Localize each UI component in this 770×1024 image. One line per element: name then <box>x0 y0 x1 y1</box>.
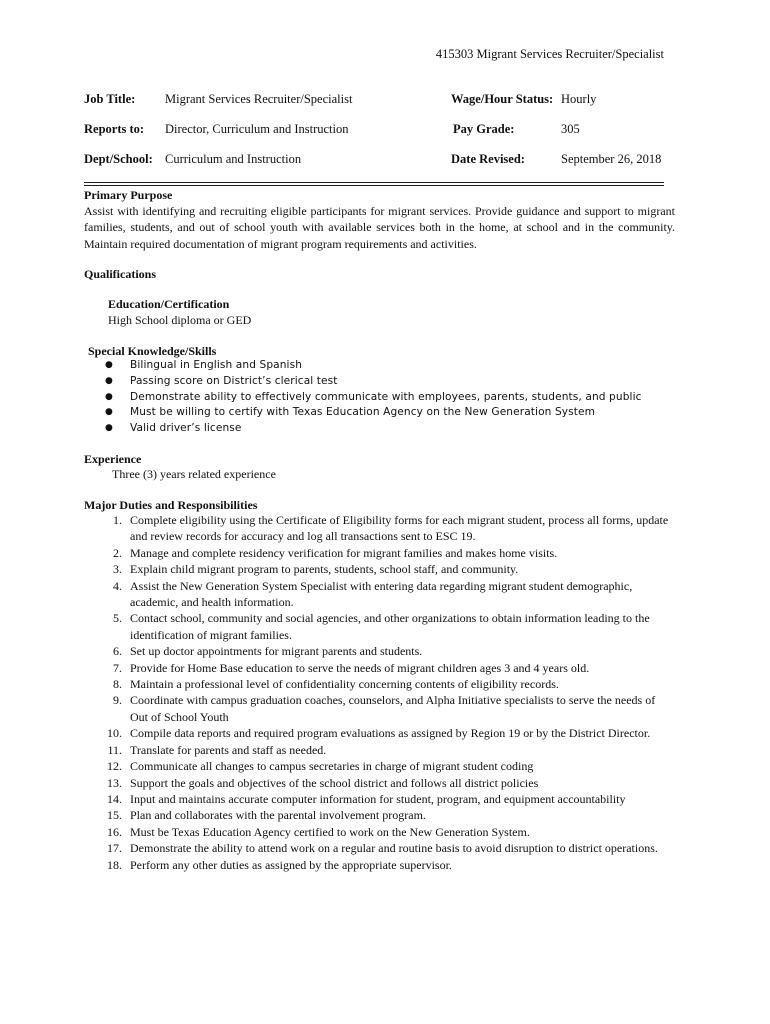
skill-text: Passing score on District’s clerical test <box>130 374 338 387</box>
bullet-icon: ● <box>105 360 113 370</box>
header-divider-top <box>84 182 664 183</box>
duty-number: 16. <box>107 824 122 839</box>
duty-number: 12. <box>107 759 122 774</box>
skill-text: Demonstrate ability to effectively communicate with employees, parents, students, and public <box>130 390 642 403</box>
skill-item <box>90 374 642 390</box>
wage-status-value: Hourly <box>561 92 597 106</box>
duty-item <box>96 561 676 577</box>
duty-item <box>96 692 676 725</box>
duty-item <box>96 840 676 856</box>
duty-item <box>96 775 676 791</box>
education-text: High School diploma or GED <box>108 313 252 327</box>
duty-text: Perform any other duties as assigned by the appropriate supervisor. <box>130 857 452 872</box>
duty-number: 10. <box>107 726 122 741</box>
duty-text: Manage and complete residency verification for migrant families and makes home visits. <box>130 545 558 560</box>
duty-number: 1. <box>113 513 122 527</box>
duty-number: 7. <box>113 660 122 675</box>
skill-item <box>90 405 642 421</box>
experience-heading: Experience <box>84 452 142 466</box>
duties-heading: Major Duties and Responsibilities <box>84 498 258 512</box>
duty-text: Must be Texas Education Agency certified to work on the New Generation System. <box>130 824 530 839</box>
duty-text: Contact school, community and social agencies, and other organizations to obtain information leading to the identification of migrant families. <box>130 611 650 642</box>
duty-text: Communicate all changes to campus secretaries in charge of migrant student coding <box>130 759 534 774</box>
duty-text: Plan and collaborates with the parental involvement program. <box>130 808 426 823</box>
skills-heading: Special Knowledge/Skills <box>88 344 217 358</box>
date-revised-value: September 26, 2018 <box>561 152 662 166</box>
duty-text: Support the goals and objectives of the school district and follows all district policies <box>130 775 539 790</box>
duty-item <box>96 643 676 659</box>
duty-number: 15. <box>107 808 122 823</box>
skill-item <box>90 421 642 437</box>
duty-text: Assist the New Generation System Specialist with entering data regarding migrant student demographic, academic, and health information. <box>130 578 633 610</box>
bullet-icon: ● <box>105 391 113 402</box>
pay-grade-value: 305 <box>561 122 580 136</box>
duty-number: 18. <box>107 857 122 872</box>
qualifications-heading: Qualifications <box>84 267 157 281</box>
duty-item <box>96 857 676 873</box>
skill-text: Valid driver’s license <box>130 422 242 435</box>
duty-item <box>96 512 676 545</box>
duty-text: Translate for parents and staff as needed. <box>130 742 327 757</box>
duty-number: 2. <box>113 545 122 560</box>
duty-item <box>96 610 676 643</box>
duty-number: 3. <box>113 562 122 577</box>
skill-item <box>90 390 642 406</box>
bullet-icon: ● <box>105 375 113 386</box>
header-divider-bottom <box>84 185 664 186</box>
duty-text: Explain child migrant program to parents, students, school staff, and community. <box>130 562 519 577</box>
duty-item <box>96 791 676 807</box>
duty-text: Coordinate with campus graduation coaches, counselors, and Alpha Initiative specialists to serve the needs of Out of School Youth <box>130 693 656 724</box>
wage-status-label: Wage/Hour Status: <box>451 92 554 106</box>
duty-number: 13. <box>107 775 122 790</box>
document-code: 415303 Migrant Services Recruiter/Specialist <box>435 47 664 61</box>
bullet-icon: ● <box>105 407 113 418</box>
duty-item <box>96 725 676 741</box>
dept-school-value: Curriculum and Instruction <box>165 152 302 166</box>
primary-purpose-text: Assist with identifying and recruiting eligible participants for migrant services. Provide guidance and support to migrant families, students, and out of school youth with available services both in the home, at school and in the community. Maintain required documentation of migrant program requirements and activities. <box>84 204 675 251</box>
reports-to-value: Director, Curriculum and Instruction <box>165 122 349 136</box>
job-title-label: Job Title: <box>84 92 136 106</box>
duty-item <box>96 676 676 692</box>
duty-number: 4. <box>113 578 122 593</box>
duty-number: 5. <box>113 611 122 626</box>
duty-number: 8. <box>113 677 122 692</box>
date-revised-label: Date Revised: <box>451 152 525 166</box>
pay-grade-label: Pay Grade: <box>453 122 515 136</box>
bullet-icon: ● <box>105 423 113 434</box>
primary-purpose-heading: Primary Purpose <box>84 188 173 202</box>
duty-text: Input and maintains accurate computer information for student, program, and equipment accountability <box>130 791 626 806</box>
duty-item <box>96 742 676 758</box>
duties-list <box>96 512 676 873</box>
skill-text: Bilingual in English and Spanish <box>130 359 303 371</box>
duty-item <box>96 660 676 676</box>
duty-text: Set up doctor appointments for migrant parents and students. <box>130 644 423 659</box>
duty-number: 6. <box>113 644 122 659</box>
education-heading: Education/Certification <box>108 297 230 311</box>
experience-text: Three (3) years related experience <box>112 467 276 481</box>
duty-text: Demonstrate the ability to attend work on a regular and routine basis to avoid disruption to district operations. <box>130 841 658 856</box>
dept-school-label: Dept/School: <box>84 152 153 166</box>
duty-number: 17. <box>107 841 122 856</box>
duty-text: Provide for Home Base education to serve the needs of migrant children ages 3 and 4 years old. <box>130 660 590 675</box>
duty-number: 11. <box>107 742 122 757</box>
job-title-value: Migrant Services Recruiter/Specialist <box>165 92 353 106</box>
duty-text: Complete eligibility using the Certificate of Eligibility forms for each migrant student, process all forms, update and review records for accuracy and log all transactions sent to ESC 19. <box>130 513 669 544</box>
duty-item <box>96 578 676 611</box>
duty-text: Compile data reports and required program evaluations as assigned by Region 19 or by the District Director. <box>130 726 651 741</box>
duty-item <box>96 807 676 823</box>
reports-to-label: Reports to: <box>84 122 145 136</box>
skills-list <box>90 358 642 437</box>
skill-item <box>90 358 642 374</box>
duty-number: 14. <box>107 791 122 806</box>
duty-item <box>96 545 676 561</box>
duty-item <box>96 758 676 774</box>
skill-text: Must be willing to certify with Texas Education Agency on the New Generation System <box>130 406 596 419</box>
duty-number: 9. <box>113 693 122 708</box>
duty-text: Maintain a professional level of confidentiality concerning contents of eligibility records. <box>130 677 559 692</box>
duty-item <box>96 824 676 840</box>
